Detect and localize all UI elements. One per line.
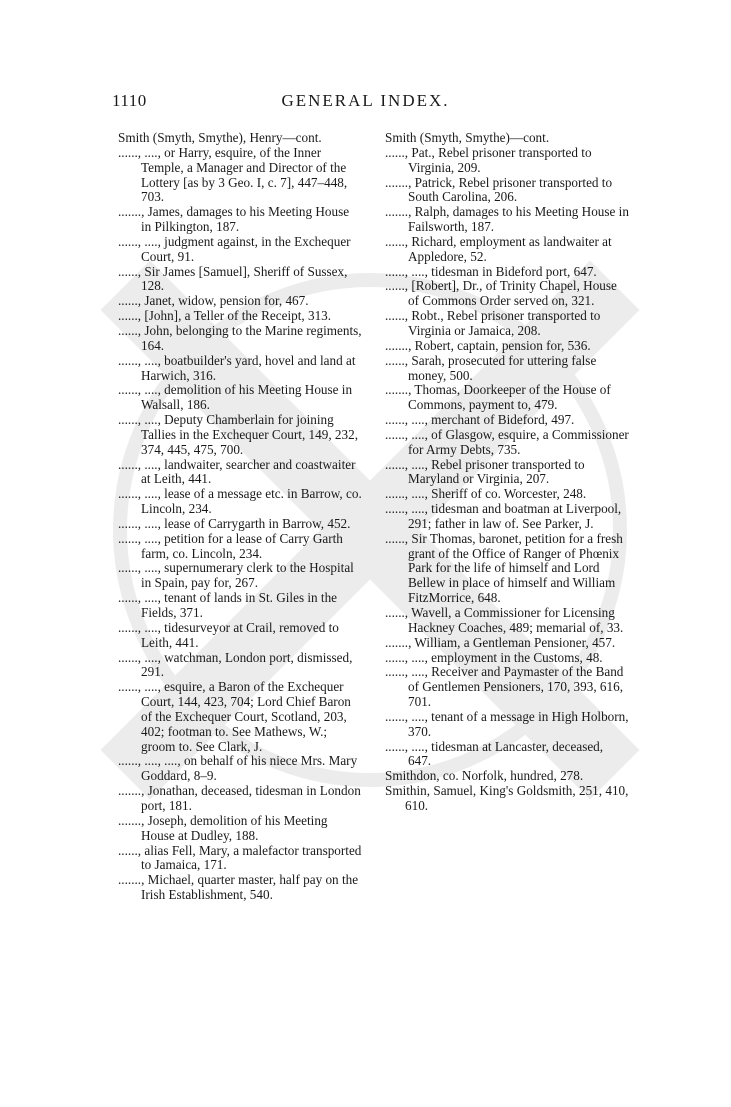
index-entry: ......, ...., employment in the Customs, 48. — [385, 649, 603, 665]
index-entry: ......, ...., merchant of Bideford, 497. — [385, 412, 575, 428]
index-entry: ......, Richard, employment as landwaiter at Appledore, 52. — [385, 233, 612, 264]
index-entry: ......, John, belonging to the Marine regiments, 164. — [118, 322, 362, 353]
index-entry: ......, ...., tenant of a message in High Holborn, 370. — [385, 708, 629, 739]
index-entry: ......, ...., tidesman and boatman at Liverpool, 291; father in law of. See Parker, J. — [385, 501, 622, 531]
index-entry: ......., Michael, quarter master, half pay on the Irish Establishment, 540. — [118, 872, 359, 903]
index-entry: ......, ...., of Glasgow, esquire, a Commissioner for Army Debts, 735. — [385, 426, 629, 457]
index-entry: ......, ...., petition for a lease of Carry Garth farm, co. Lincoln, 234. — [118, 530, 343, 561]
index-entry: ......, ...., lease of Carrygarth in Barrow, 452. — [118, 515, 351, 531]
index-entry: ......., William, a Gentleman Pensioner, 457. — [385, 634, 616, 650]
index-entry: ......, ...., boatbuilder's yard, hovel and land at Harwich, 316. — [118, 352, 356, 383]
index-entry: ......, ...., Receiver and Paymaster of the Band of Gentlemen Pensioners, 170, 393, 616, 701. — [385, 664, 624, 710]
index-entry: ......, ...., esquire, a Baron of the Exchequer Court, 144, 423, 704; Lord Chief Baron of the Exchequer Court, Scotland, 203, 402; footman to. See Mathews, W.; groom to. See Clark, J. — [118, 679, 351, 754]
index-entry: ......, Sir James [Samuel], Sheriff of Sussex, 128. — [118, 263, 348, 294]
index-entry: ......, Sarah, prosecuted for uttering false money, 500. — [385, 352, 597, 383]
index-entry: ......., Jonathan, deceased, tidesman in London port, 181. — [118, 783, 361, 813]
index-entry: ......, Robt., Rebel prisoner transported to Virginia or Jamaica, 208. — [385, 308, 601, 338]
index-entry: ......, ...., tidesurveyor at Crail, removed to Leith, 441. — [118, 619, 339, 650]
index-heading: Smith (Smyth, Smythe)—cont. — [385, 130, 550, 145]
left-index-column — [118, 131, 362, 903]
index-entry: ......, Pat., Rebel prisoner transported to Virginia, 209. — [385, 144, 592, 175]
index-entry: ......, Sir Thomas, baronet, petition for a fresh grant of the Office of Ranger of Phœnix Park for the life of himself and Lord Bellew in place of himself and William FitzMorrice, 648. — [385, 530, 623, 606]
index-entry: ......, ...., tidesman in Bideford port, 647. — [385, 263, 597, 279]
index-heading: Smith (Smyth, Smythe), Henry—cont. — [118, 130, 322, 145]
index-entry: ......, ...., landwaiter, searcher and coastwaiter at Leith, 441. — [118, 456, 356, 487]
page-header — [0, 91, 731, 115]
index-entry: ......., Joseph, demolition of his Meeting House at Dudley, 188. — [118, 812, 328, 843]
page-number: 1110 — [112, 91, 147, 110]
index-entry: ......, ...., tidesman at Lancaster, deceased, 647. — [385, 738, 604, 769]
index-entry: ......., Patrick, Rebel prisoner transported to South Carolina, 206. — [385, 174, 613, 205]
index-entry: ......, ...., demolition of his Meeting House in Walsall, 186. — [118, 382, 353, 413]
index-entry: Smithin, Samuel, King's Goldsmith, 251, 410, 610. — [385, 783, 629, 813]
index-entry: ......, ...., ...., on behalf of his niece Mrs. Mary Goddard, 8–9. — [118, 753, 358, 784]
right-index-column — [385, 131, 629, 814]
index-entry: ......, Wavell, a Commissioner for Licensing Hackney Coaches, 489; memarial of, 33. — [385, 605, 624, 635]
index-entry: ......, ...., lease of a message etc. in Barrow, co. Lincoln, 234. — [118, 486, 362, 517]
index-entry: ......, ...., tenant of lands in St. Giles in the Fields, 371. — [118, 590, 338, 620]
index-entry: ......, [John], a Teller of the Receipt, 313. — [118, 308, 332, 324]
index-entry: Smithdon, co. Norfolk, hundred, 278. — [385, 768, 584, 784]
index-entry: ......, ...., supernumerary clerk to the Hospital in Spain, pay for, 267. — [118, 560, 354, 591]
index-entry: ......., Robert, captain, pension for, 536. — [385, 337, 591, 353]
index-entry: ......., Thomas, Doorkeeper of the House of Commons, payment to, 479. — [385, 382, 611, 413]
index-entry: ......, ...., Sheriff of co. Worcester, 248. — [385, 486, 587, 502]
running-title: GENERAL INDEX. — [281, 91, 450, 110]
index-entry: ......., Ralph, damages to his Meeting House in Failsworth, 187. — [385, 204, 629, 235]
index-entry: ......., James, damages to his Meeting House in Pilkington, 187. — [118, 204, 350, 235]
index-entry: ......, ...., or Harry, esquire, of the Inner Temple, a Manager and Director of the Lottery [as by 3 Geo. I, c. 7], 447–448, 703. — [118, 144, 348, 205]
index-entry: ......, ...., judgment against, in the Exchequer Court, 91. — [118, 233, 351, 264]
index-entry: ......, [Robert], Dr., of Trinity Chapel, House of Commons Order served on, 321. — [385, 278, 617, 309]
index-entry: ......, ...., watchman, London port, dismissed, 291. — [118, 649, 353, 680]
index-entry: ......, ...., Deputy Chamberlain for joining Tallies in the Exchequer Court, 149, 232, 374, 445, 475, 700. — [118, 412, 358, 457]
index-entry: ......, alias Fell, Mary, a malefactor transported to Jamaica, 171. — [118, 842, 362, 873]
index-entry: ......, ...., Rebel prisoner transported to Maryland or Virginia, 207. — [385, 456, 585, 487]
index-entry: ......, Janet, widow, pension for, 467. — [118, 293, 309, 309]
